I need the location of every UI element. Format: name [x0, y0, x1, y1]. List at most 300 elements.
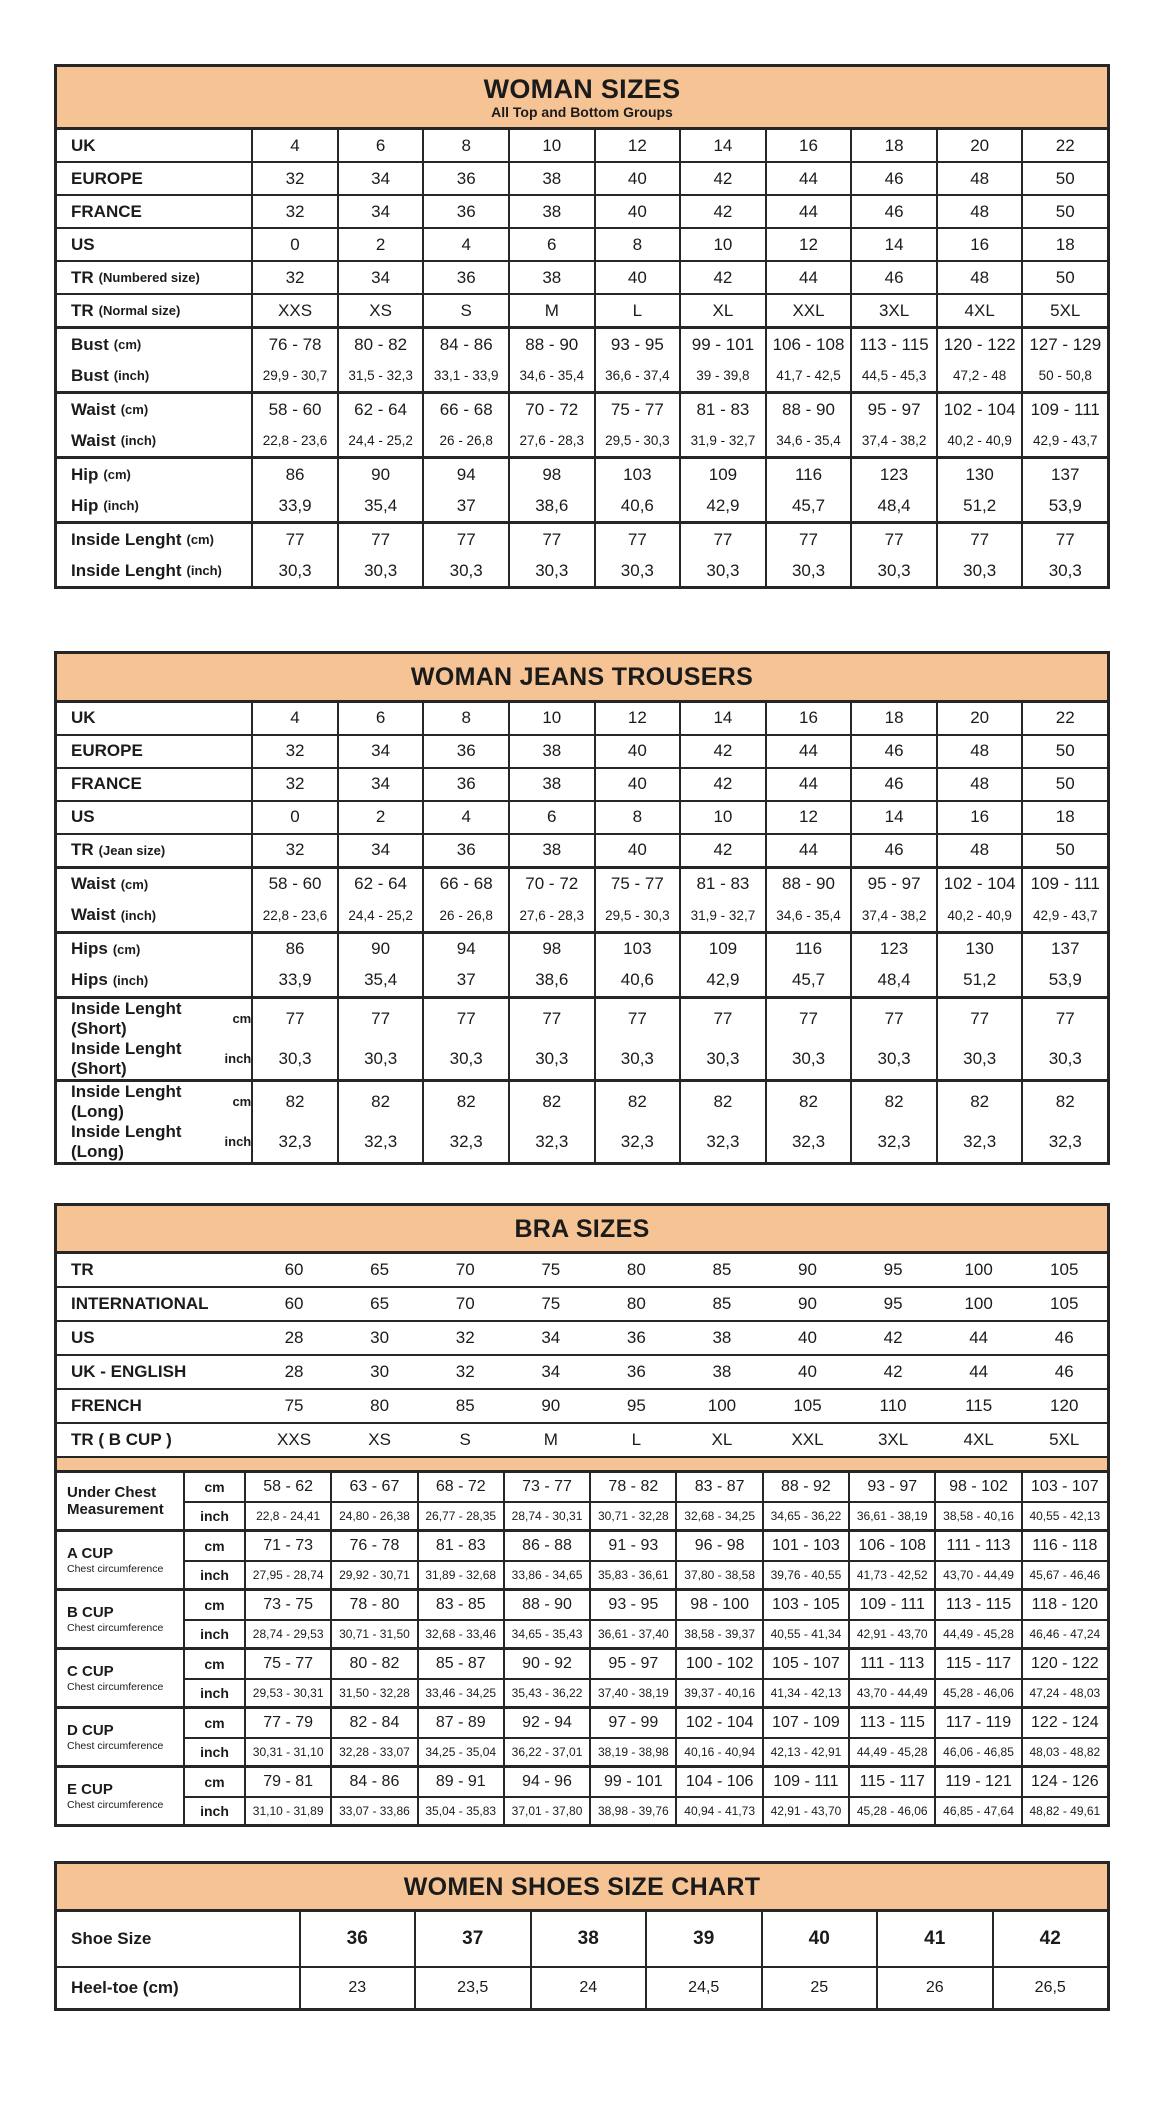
row-label-text: US	[71, 807, 95, 827]
row-label	[57, 1322, 251, 1354]
size-cell: 84 - 86	[330, 1768, 416, 1796]
size-cell: 8	[422, 130, 508, 161]
size-cell: 30,3	[1021, 555, 1107, 586]
unit-label: inch	[200, 1625, 229, 1642]
size-cell: 77	[337, 524, 423, 555]
size-cell: 40	[798, 1361, 817, 1381]
size-cell: 45,28 - 46,06	[848, 1798, 934, 1824]
table-row	[57, 490, 1107, 521]
size-cell: 70	[455, 1259, 475, 1279]
size-cell: 46	[850, 262, 936, 293]
size-cell: 42	[679, 262, 765, 293]
cup-group-data	[183, 1591, 1107, 1647]
bra-cup-grid	[57, 1470, 1107, 1824]
size-cell: 50	[1021, 835, 1107, 866]
size-cell: 46,85 - 47,64	[934, 1798, 1020, 1824]
size-cell: 10	[508, 703, 594, 734]
size-cell: 71 - 73	[244, 1532, 330, 1560]
unit-label: inch	[200, 1802, 229, 1819]
size-cell: 81 - 83	[679, 869, 765, 900]
size-cell: 30,3	[936, 1039, 1022, 1079]
size-cell: 113 - 115	[934, 1591, 1020, 1619]
size-cell: 32,3	[936, 1122, 1022, 1162]
size-cell: 40,6	[594, 965, 680, 996]
size-cell: 73 - 75	[244, 1591, 330, 1619]
table-row	[57, 734, 1107, 767]
cup-label-subtext: Chest circumference	[67, 1621, 164, 1634]
size-cell: 33,46 - 34,25	[417, 1680, 503, 1706]
size-cell: 77	[679, 999, 765, 1039]
row-label-text: EUROPE	[71, 741, 143, 761]
size-cell: 38	[712, 1361, 732, 1381]
size-cell: 32	[251, 196, 337, 227]
table-row	[57, 767, 1107, 800]
row-label-text: Inside Lenght (Short)	[71, 998, 182, 1038]
size-cell: 95	[883, 1293, 903, 1313]
size-cell: 44,49 - 45,28	[848, 1739, 934, 1765]
cup-group-label	[57, 1591, 183, 1647]
table-row	[57, 227, 1107, 260]
size-cell: 30,71 - 32,28	[589, 1503, 675, 1529]
size-cell: 118 - 120	[1021, 1591, 1107, 1619]
row-label	[57, 965, 251, 996]
size-cell: S	[422, 295, 508, 326]
size-cell: 8	[594, 229, 680, 260]
size-cell: 137	[1021, 459, 1107, 490]
row-label-text: INTERNATIONAL	[71, 1293, 209, 1313]
size-cell: 36,61 - 38,19	[848, 1503, 934, 1529]
woman-jeans-table	[54, 651, 1110, 1164]
bra-sizes-table	[54, 1203, 1110, 1827]
size-cell: 98	[508, 934, 594, 965]
row-label	[57, 459, 251, 490]
table-row	[57, 1254, 1107, 1286]
size-cell: 107 - 109	[762, 1709, 848, 1737]
size-cell: 40	[594, 163, 680, 194]
size-cell: 83 - 85	[417, 1591, 503, 1619]
size-cell: 34,65 - 36,22	[762, 1503, 848, 1529]
size-cell: 77	[508, 524, 594, 555]
size-cell: 38,58 - 40,16	[934, 1503, 1020, 1529]
row-label-text: Waist	[71, 905, 116, 925]
size-cell: 77	[679, 524, 765, 555]
size-cell: 18	[1021, 229, 1107, 260]
size-cell: 88 - 92	[762, 1473, 848, 1501]
size-cell: 48	[936, 736, 1022, 767]
size-cell: 30,3	[936, 555, 1022, 586]
row-label-text: Hips	[71, 970, 108, 990]
size-cell: 30,3	[850, 555, 936, 586]
size-cell: 42	[679, 163, 765, 194]
size-cell: 28,74 - 30,31	[503, 1503, 589, 1529]
size-cell: 82	[251, 1082, 337, 1122]
size-cell: 34,6 - 35,4	[508, 360, 594, 391]
size-cell: 32	[251, 262, 337, 293]
cup-group-data	[183, 1650, 1107, 1706]
size-cell: 42,9 - 43,7	[1021, 425, 1107, 456]
size-cell: 32	[455, 1361, 475, 1381]
size-cell: 100	[964, 1293, 993, 1313]
size-cell: 34,25 - 35,04	[417, 1739, 503, 1765]
row-label-unit: (cm)	[186, 532, 214, 548]
cup-group-label	[57, 1709, 183, 1765]
table-row	[57, 1320, 1107, 1354]
size-cell: M	[508, 295, 594, 326]
size-cell: XS	[337, 295, 423, 326]
row-label-text: TR	[71, 840, 94, 860]
size-cell: 46	[850, 736, 936, 767]
size-cell: 5XL	[1049, 1429, 1080, 1449]
size-cell: 40,55 - 42,13	[1021, 1503, 1107, 1529]
row-label	[57, 555, 251, 586]
size-cell: 36	[422, 835, 508, 866]
cup-measure-row	[185, 1709, 1107, 1737]
size-cell: 38	[508, 769, 594, 800]
size-cell: 41,34 - 42,13	[762, 1680, 848, 1706]
size-cell: 32	[455, 1327, 475, 1347]
row-label-text: TR ( B CUP )	[71, 1429, 172, 1449]
row-label-unit: (inch)	[113, 368, 150, 384]
row-label	[57, 1356, 251, 1388]
size-cell: 100	[707, 1395, 737, 1415]
size-cell: 32,3	[850, 1122, 936, 1162]
size-cell: 30,3	[422, 555, 508, 586]
size-cell: 94 - 96	[503, 1768, 589, 1796]
woman-jeans-title: WOMAN JEANS TROUSERS	[410, 663, 754, 692]
row-label	[57, 490, 251, 521]
size-cell: 86	[251, 934, 337, 965]
row-label	[57, 1912, 299, 1966]
size-cell: 34	[541, 1361, 561, 1381]
table-row	[57, 555, 1107, 586]
size-cell: 32,3	[1021, 1122, 1107, 1162]
size-cell: 36	[299, 1912, 415, 1966]
size-cell: 20	[936, 703, 1022, 734]
size-cell: 92 - 94	[503, 1709, 589, 1737]
size-cell: 32,3	[508, 1122, 594, 1162]
size-cell: 44	[969, 1327, 989, 1347]
row-label-text: Waist	[71, 874, 116, 894]
size-cell: 117 - 119	[934, 1709, 1020, 1737]
size-cell: 86	[251, 459, 337, 490]
unit-label: inch	[200, 1566, 229, 1583]
bra-sizes-rows	[57, 1254, 1107, 1456]
size-cell: 120 - 122	[936, 329, 1022, 360]
size-cell: 103	[594, 934, 680, 965]
size-cell: 46	[1054, 1327, 1074, 1347]
size-cell: 84 - 86	[422, 329, 508, 360]
size-cell: 62 - 64	[337, 394, 423, 425]
size-cell: 4XL	[936, 295, 1022, 326]
size-cell: 77	[594, 999, 680, 1039]
size-cell: XXS	[277, 1429, 312, 1449]
table-row	[57, 1912, 1107, 1966]
size-cell: 31,10 - 31,89	[244, 1798, 330, 1824]
size-cell: 111 - 113	[848, 1650, 934, 1678]
size-cell: 58 - 60	[251, 869, 337, 900]
size-cell: 40	[594, 262, 680, 293]
size-cell: 23,5	[414, 1968, 530, 2008]
size-cell: 102 - 104	[936, 394, 1022, 425]
size-cell: 95 - 97	[850, 869, 936, 900]
size-cell: 28,74 - 29,53	[244, 1621, 330, 1647]
size-cell: 62 - 64	[337, 869, 423, 900]
row-label-text: UK	[71, 135, 96, 155]
woman-sizes-subtitle: All Top and Bottom Groups	[491, 104, 673, 121]
cup-group-label	[57, 1768, 183, 1824]
size-cell: 75 - 77	[244, 1650, 330, 1678]
cup-label-subtext: Chest circumference	[67, 1562, 164, 1575]
size-cell: 42	[992, 1912, 1108, 1966]
row-label-text: EUROPE	[71, 168, 143, 188]
cup-label-text: Under Chest Measurement	[67, 1483, 164, 1518]
size-cell: 44	[765, 835, 851, 866]
size-cell: 38,58 - 39,37	[675, 1621, 761, 1647]
size-cell: 32,68 - 34,25	[675, 1503, 761, 1529]
size-cell: 90	[337, 459, 423, 490]
size-cell: 105 - 107	[762, 1650, 848, 1678]
size-cell: 41,73 - 42,52	[848, 1562, 934, 1588]
size-cell: 101 - 103	[762, 1532, 848, 1560]
size-cell: 109 - 111	[1021, 394, 1107, 425]
size-cell: 2	[337, 802, 423, 833]
size-cell: 18	[850, 703, 936, 734]
size-cell: 36	[422, 196, 508, 227]
size-cell: 82	[422, 1082, 508, 1122]
size-cell: 48,4	[850, 490, 936, 521]
women-shoes-header	[57, 1864, 1107, 1912]
size-cell: 63 - 67	[330, 1473, 416, 1501]
size-cell: 80	[626, 1293, 646, 1313]
size-cell: 38	[508, 835, 594, 866]
size-cell: 53,9	[1021, 965, 1107, 996]
size-cell: 20	[936, 130, 1022, 161]
size-cell: 105	[793, 1395, 822, 1415]
size-cell: 44	[765, 196, 851, 227]
size-cell: 50	[1021, 736, 1107, 767]
size-cell: 30,3	[679, 1039, 765, 1079]
size-cell: 40,55 - 41,34	[762, 1621, 848, 1647]
row-label	[57, 769, 251, 800]
size-cell: 95	[626, 1395, 646, 1415]
size-cell: 90	[798, 1293, 817, 1313]
size-cell: 38,19 - 38,98	[589, 1739, 675, 1765]
row-label-text: Inside Lenght	[71, 529, 182, 549]
size-cell: 82	[850, 1082, 936, 1122]
size-cell: 75	[541, 1293, 561, 1313]
size-cell: 50	[1021, 769, 1107, 800]
table-row	[57, 521, 1107, 555]
size-cell: 32,3	[594, 1122, 680, 1162]
size-cell: M	[543, 1429, 558, 1449]
size-cell: 116	[765, 459, 851, 490]
size-cell: 106 - 108	[765, 329, 851, 360]
woman-jeans-header	[57, 654, 1107, 702]
size-cell: 4	[422, 802, 508, 833]
size-cell: 30,3	[679, 555, 765, 586]
size-cell: 8	[422, 703, 508, 734]
size-cell: 77	[508, 999, 594, 1039]
size-cell: 48,03 - 48,82	[1021, 1739, 1107, 1765]
row-label-text: Inside Lenght	[71, 560, 182, 580]
size-cell: 50	[1021, 262, 1107, 293]
size-cell: 82	[936, 1082, 1022, 1122]
size-cell: 95 - 97	[850, 394, 936, 425]
size-cell: 22	[1021, 130, 1107, 161]
size-cell: 66 - 68	[422, 394, 508, 425]
size-cell: 28	[284, 1361, 304, 1381]
woman-jeans-rows	[57, 703, 1107, 1162]
cup-label-subtext: Chest circumference	[67, 1680, 164, 1693]
size-cell: 43,70 - 44,49	[848, 1680, 934, 1706]
size-cell: 33,9	[251, 965, 337, 996]
size-cell: 34	[337, 769, 423, 800]
size-cell: 24,5	[645, 1968, 761, 2008]
size-cell: 48,82 - 49,61	[1021, 1798, 1107, 1824]
size-cell: 90 - 92	[503, 1650, 589, 1678]
size-cell: 45,67 - 46,46	[1021, 1562, 1107, 1588]
size-cell: 120 - 122	[1021, 1650, 1107, 1678]
size-cell: 34,6 - 35,4	[765, 900, 851, 931]
woman-sizes-rows	[57, 130, 1107, 586]
size-cell: 28	[284, 1327, 304, 1347]
size-cell: 58 - 60	[251, 394, 337, 425]
table-row	[57, 1039, 1107, 1079]
unit-label: cm	[204, 1596, 225, 1613]
size-cell: 6	[337, 703, 423, 734]
size-cell: 94	[422, 934, 508, 965]
size-cell: 38,6	[508, 490, 594, 521]
size-cell: 32,3	[765, 1122, 851, 1162]
size-cell: 31,9 - 32,7	[679, 425, 765, 456]
cup-measure-row	[185, 1619, 1107, 1647]
size-cell: 88 - 90	[508, 329, 594, 360]
size-cell: 73 - 77	[503, 1473, 589, 1501]
cup-measure-row	[185, 1650, 1107, 1678]
row-label	[57, 295, 251, 326]
size-cell: 40	[761, 1912, 877, 1966]
size-cell: 104 - 106	[675, 1768, 761, 1796]
row-label-unit: cm	[232, 1094, 252, 1110]
size-cell: S	[459, 1429, 471, 1449]
size-cell: 32,3	[251, 1122, 337, 1162]
size-cell: 32,3	[422, 1122, 508, 1162]
size-cell: 16	[936, 802, 1022, 833]
row-label-text: FRANCE	[71, 774, 142, 794]
size-cell: 78 - 80	[330, 1591, 416, 1619]
size-cell: 103 - 105	[762, 1591, 848, 1619]
table-row	[57, 130, 1107, 161]
size-cell: 6	[508, 802, 594, 833]
size-cell: 14	[850, 802, 936, 833]
size-cell: 90	[337, 934, 423, 965]
row-label	[57, 329, 251, 360]
size-cell: 127 - 129	[1021, 329, 1107, 360]
row-label	[57, 524, 251, 555]
size-cell: 77	[422, 999, 508, 1039]
row-label-text: Inside Lenght (Long)	[71, 1121, 182, 1161]
size-cell: 34	[337, 163, 423, 194]
size-cell: 44	[765, 262, 851, 293]
size-cell: 14	[679, 130, 765, 161]
size-cell: 60	[284, 1293, 304, 1313]
row-label-text: Bust	[71, 365, 109, 385]
unit-label: cm	[204, 1714, 225, 1731]
table-row	[57, 360, 1107, 391]
size-cell: 8	[594, 802, 680, 833]
row-label	[57, 999, 251, 1039]
size-cell: 60	[284, 1259, 304, 1279]
size-cell: 36,22 - 37,01	[503, 1739, 589, 1765]
row-label-unit: (inch)	[112, 972, 149, 988]
size-cell: 124 - 126	[1021, 1768, 1107, 1796]
size-cell: 6	[337, 130, 423, 161]
size-cell: 82	[337, 1082, 423, 1122]
size-cell: 25	[761, 1968, 877, 2008]
cup-group-row	[57, 1706, 1107, 1765]
size-cell: 31,9 - 32,7	[679, 900, 765, 931]
size-cell: 68 - 72	[417, 1473, 503, 1501]
row-label-text: FRANCE	[71, 201, 142, 221]
table-row	[57, 900, 1107, 931]
size-cell: 32,3	[337, 1122, 423, 1162]
size-cell: 82 - 84	[330, 1709, 416, 1737]
size-cell: 12	[765, 802, 851, 833]
size-cell: 93 - 95	[589, 1591, 675, 1619]
size-cell: 80 - 82	[337, 329, 423, 360]
size-cell: 36	[422, 736, 508, 767]
size-cell: 18	[1021, 802, 1107, 833]
size-cell: 123	[850, 934, 936, 965]
size-cell: 40,16 - 40,94	[675, 1739, 761, 1765]
woman-sizes-title: WOMAN SIZES	[483, 74, 681, 104]
cup-label-text: E CUP	[67, 1780, 113, 1798]
row-label	[57, 1968, 299, 2008]
row-label	[57, 1390, 251, 1422]
women-shoes-rows	[57, 1912, 1107, 2008]
size-cell: 103	[594, 459, 680, 490]
size-cell: 37	[422, 965, 508, 996]
size-cell: 77	[251, 999, 337, 1039]
table-row	[57, 1966, 1107, 2008]
size-cell: 89 - 91	[417, 1768, 503, 1796]
size-cell: 34	[541, 1327, 561, 1347]
size-cell: 37,01 - 37,80	[503, 1798, 589, 1824]
size-cell: 88 - 90	[765, 394, 851, 425]
size-cell: 30,71 - 31,50	[330, 1621, 416, 1647]
size-cell: 116	[765, 934, 851, 965]
size-cell: 77	[936, 999, 1022, 1039]
size-cell: 98 - 102	[934, 1473, 1020, 1501]
size-cell: 99 - 101	[589, 1768, 675, 1796]
size-cell: 27,6 - 28,3	[508, 900, 594, 931]
size-cell: 86 - 88	[503, 1532, 589, 1560]
size-cell: 34	[337, 736, 423, 767]
size-cell: 29,9 - 30,7	[251, 360, 337, 391]
table-row	[57, 293, 1107, 326]
table-row	[57, 866, 1107, 900]
size-cell: 29,53 - 30,31	[244, 1680, 330, 1706]
size-cell: 38,98 - 39,76	[589, 1798, 675, 1824]
size-cell: 109	[679, 459, 765, 490]
row-label-text: Hip	[71, 464, 99, 484]
size-cell: 44	[765, 163, 851, 194]
row-label	[57, 900, 251, 931]
size-cell: 77	[422, 524, 508, 555]
cup-group-data	[183, 1473, 1107, 1529]
size-cell: 51,2	[936, 490, 1022, 521]
size-cell: 42	[679, 196, 765, 227]
